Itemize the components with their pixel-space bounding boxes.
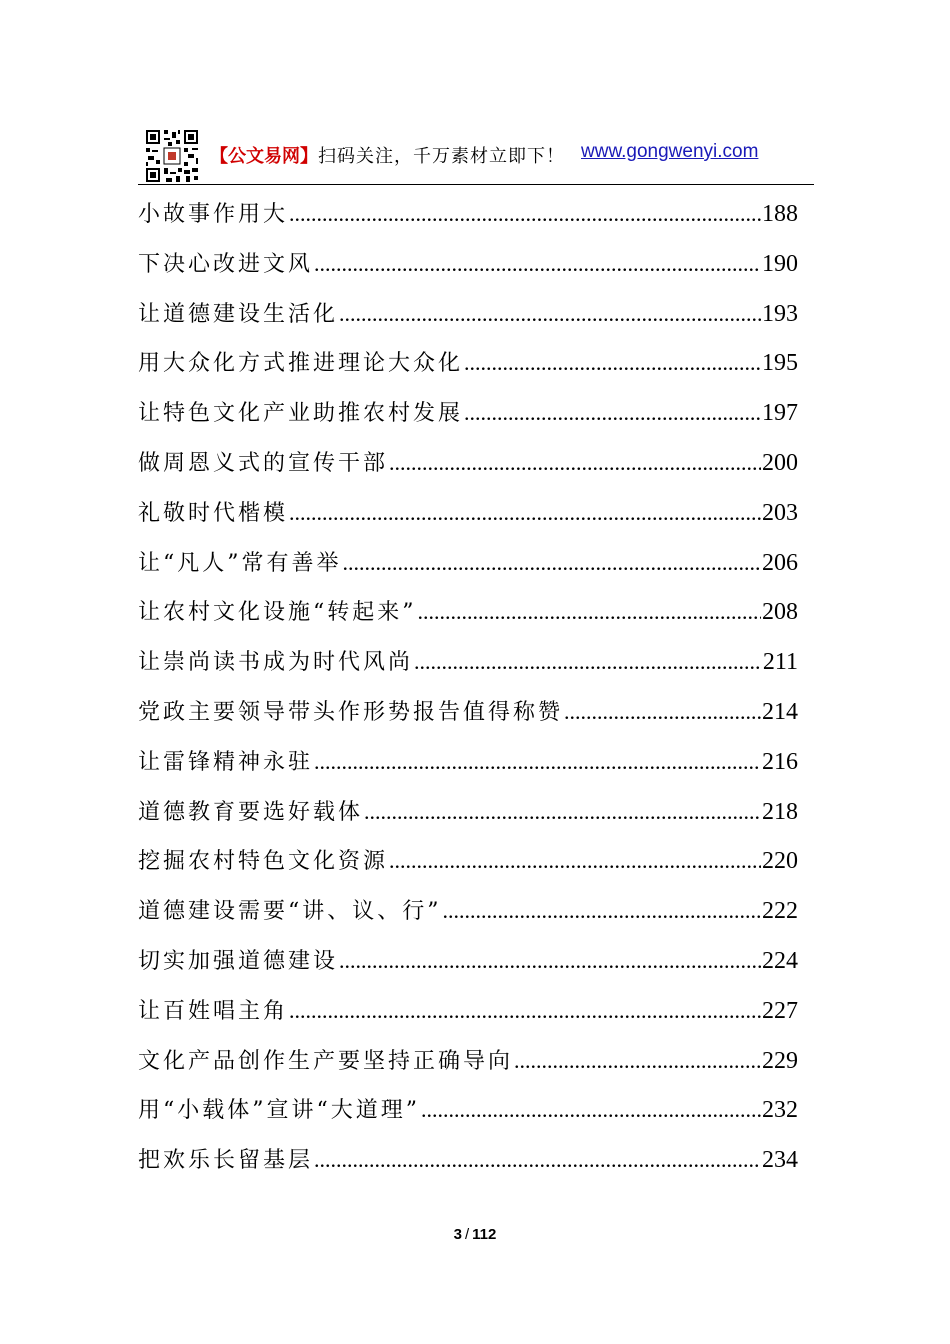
toc-entry-title: 让“凡人”常有善举 [138, 550, 342, 576]
toc-entry[interactable] [138, 438, 798, 488]
toc-dot-leader [389, 836, 761, 886]
toc-dot-leader [289, 986, 761, 1036]
total-pages: 112 [472, 1226, 497, 1243]
toc-entry-title: 文化产品创作生产要坚持正确导向 [138, 1048, 514, 1074]
toc-entry-page: 200 [762, 449, 798, 476]
toc-entry-title: 把欢乐长留基层 [138, 1148, 314, 1174]
page-separator: / [464, 1226, 470, 1243]
page-header [138, 128, 814, 185]
brand-name: 【公文易网】 [210, 146, 318, 167]
toc-dot-leader [389, 438, 761, 488]
toc-entry[interactable] [138, 737, 798, 787]
toc-entry-title: 用“小载体”宣讲“大道理” [138, 1098, 420, 1124]
toc-dot-leader [289, 488, 761, 538]
toc-entry-page: 208 [762, 599, 798, 626]
toc-entry-title: 让百姓唱主角 [138, 998, 289, 1024]
toc-entry-page: 224 [762, 947, 798, 974]
toc-entry-title: 道德建设需要“讲、议、行” [138, 899, 442, 925]
toc-entry-page: 232 [762, 1097, 798, 1124]
toc-entry-title: 做周恩义式的宣传干部 [138, 450, 389, 476]
toc-entry[interactable] [138, 936, 798, 986]
toc-entry-page: 218 [762, 798, 798, 825]
toc-entry[interactable] [138, 787, 798, 837]
toc-entry-page: 190 [762, 250, 798, 277]
toc-entry-title: 让道德建设生活化 [138, 301, 339, 327]
toc-dot-leader [289, 189, 761, 239]
toc-entry-title: 礼敬时代楷模 [138, 500, 289, 526]
toc-dot-leader [564, 687, 761, 737]
toc-dot-leader [464, 338, 761, 388]
header-slogan: 扫码关注，千万素材立即下！ [318, 146, 565, 167]
toc-entry[interactable] [138, 388, 798, 438]
toc-entry-title: 小故事作用大 [138, 202, 289, 227]
toc-entry[interactable] [138, 338, 798, 388]
toc-entry[interactable] [138, 986, 798, 1036]
toc-entry[interactable] [138, 836, 798, 886]
toc-entry[interactable] [138, 1135, 798, 1185]
toc-entry[interactable] [138, 538, 798, 588]
toc-entry[interactable] [138, 637, 798, 687]
toc-dot-leader [421, 1085, 761, 1135]
toc-entry-title: 用大众化方式推进理论大众化 [138, 351, 464, 377]
toc-entry-page: 229 [762, 1047, 798, 1074]
toc-entry-page: 216 [762, 748, 798, 775]
toc-entry-page: 222 [762, 898, 798, 925]
toc-dot-leader [339, 936, 761, 986]
toc-entry[interactable] [138, 587, 798, 637]
toc-entry-page: 193 [762, 300, 798, 327]
toc-entry[interactable] [138, 289, 798, 339]
toc-entry[interactable] [138, 1036, 798, 1086]
toc-dot-leader [343, 538, 762, 588]
toc-entry-title: 让崇尚读书成为时代风尚 [138, 650, 414, 676]
toc-entry-page: 227 [762, 997, 798, 1024]
toc-dot-leader [339, 289, 761, 339]
toc-entry-page: 206 [762, 549, 798, 576]
toc-entry-page: 211 [762, 649, 798, 676]
toc-entry-page: 197 [762, 400, 798, 427]
toc-dot-leader [414, 637, 762, 687]
toc-dot-leader [464, 388, 761, 438]
toc-dot-leader [514, 1036, 761, 1086]
toc-entry-title: 让雷锋精神永驻 [138, 749, 314, 775]
toc-dot-leader [443, 886, 762, 936]
toc-entry[interactable] [138, 239, 798, 289]
table-of-contents [138, 189, 798, 1185]
toc-entry[interactable] [138, 488, 798, 538]
toc-entry-title: 让农村文化设施“转起来” [138, 600, 417, 626]
toc-entry-page: 234 [762, 1147, 798, 1174]
toc-entry-title: 挖掘农村特色文化资源 [138, 849, 389, 875]
toc-entry-page: 203 [762, 499, 798, 526]
toc-entry[interactable] [138, 189, 798, 239]
site-link[interactable]: www.gongwenyi.com [581, 141, 759, 162]
toc-entry-title: 党政主要领导带头作形势报告值得称赞 [138, 699, 564, 725]
toc-dot-leader [314, 239, 761, 289]
toc-entry[interactable] [138, 1085, 798, 1135]
toc-entry[interactable] [138, 687, 798, 737]
page-number [0, 1226, 950, 1243]
toc-entry-title: 道德教育要选好载体 [138, 799, 364, 825]
qr-code-icon [144, 128, 200, 184]
current-page: 3 [453, 1226, 462, 1243]
toc-dot-leader [314, 1135, 761, 1185]
toc-entry-page: 195 [762, 350, 798, 377]
toc-entry-page: 220 [762, 848, 798, 875]
toc-entry-title: 下决心改进文风 [138, 251, 314, 277]
toc-dot-leader [418, 587, 762, 637]
toc-entry[interactable] [138, 886, 798, 936]
toc-entry-page: 188 [762, 201, 798, 227]
toc-entry-page: 214 [762, 698, 798, 725]
toc-entry-title: 让特色文化产业助推农村发展 [138, 401, 464, 427]
toc-dot-leader [314, 737, 761, 787]
toc-entry-title: 切实加强道德建设 [138, 948, 339, 974]
toc-dot-leader [364, 787, 761, 837]
